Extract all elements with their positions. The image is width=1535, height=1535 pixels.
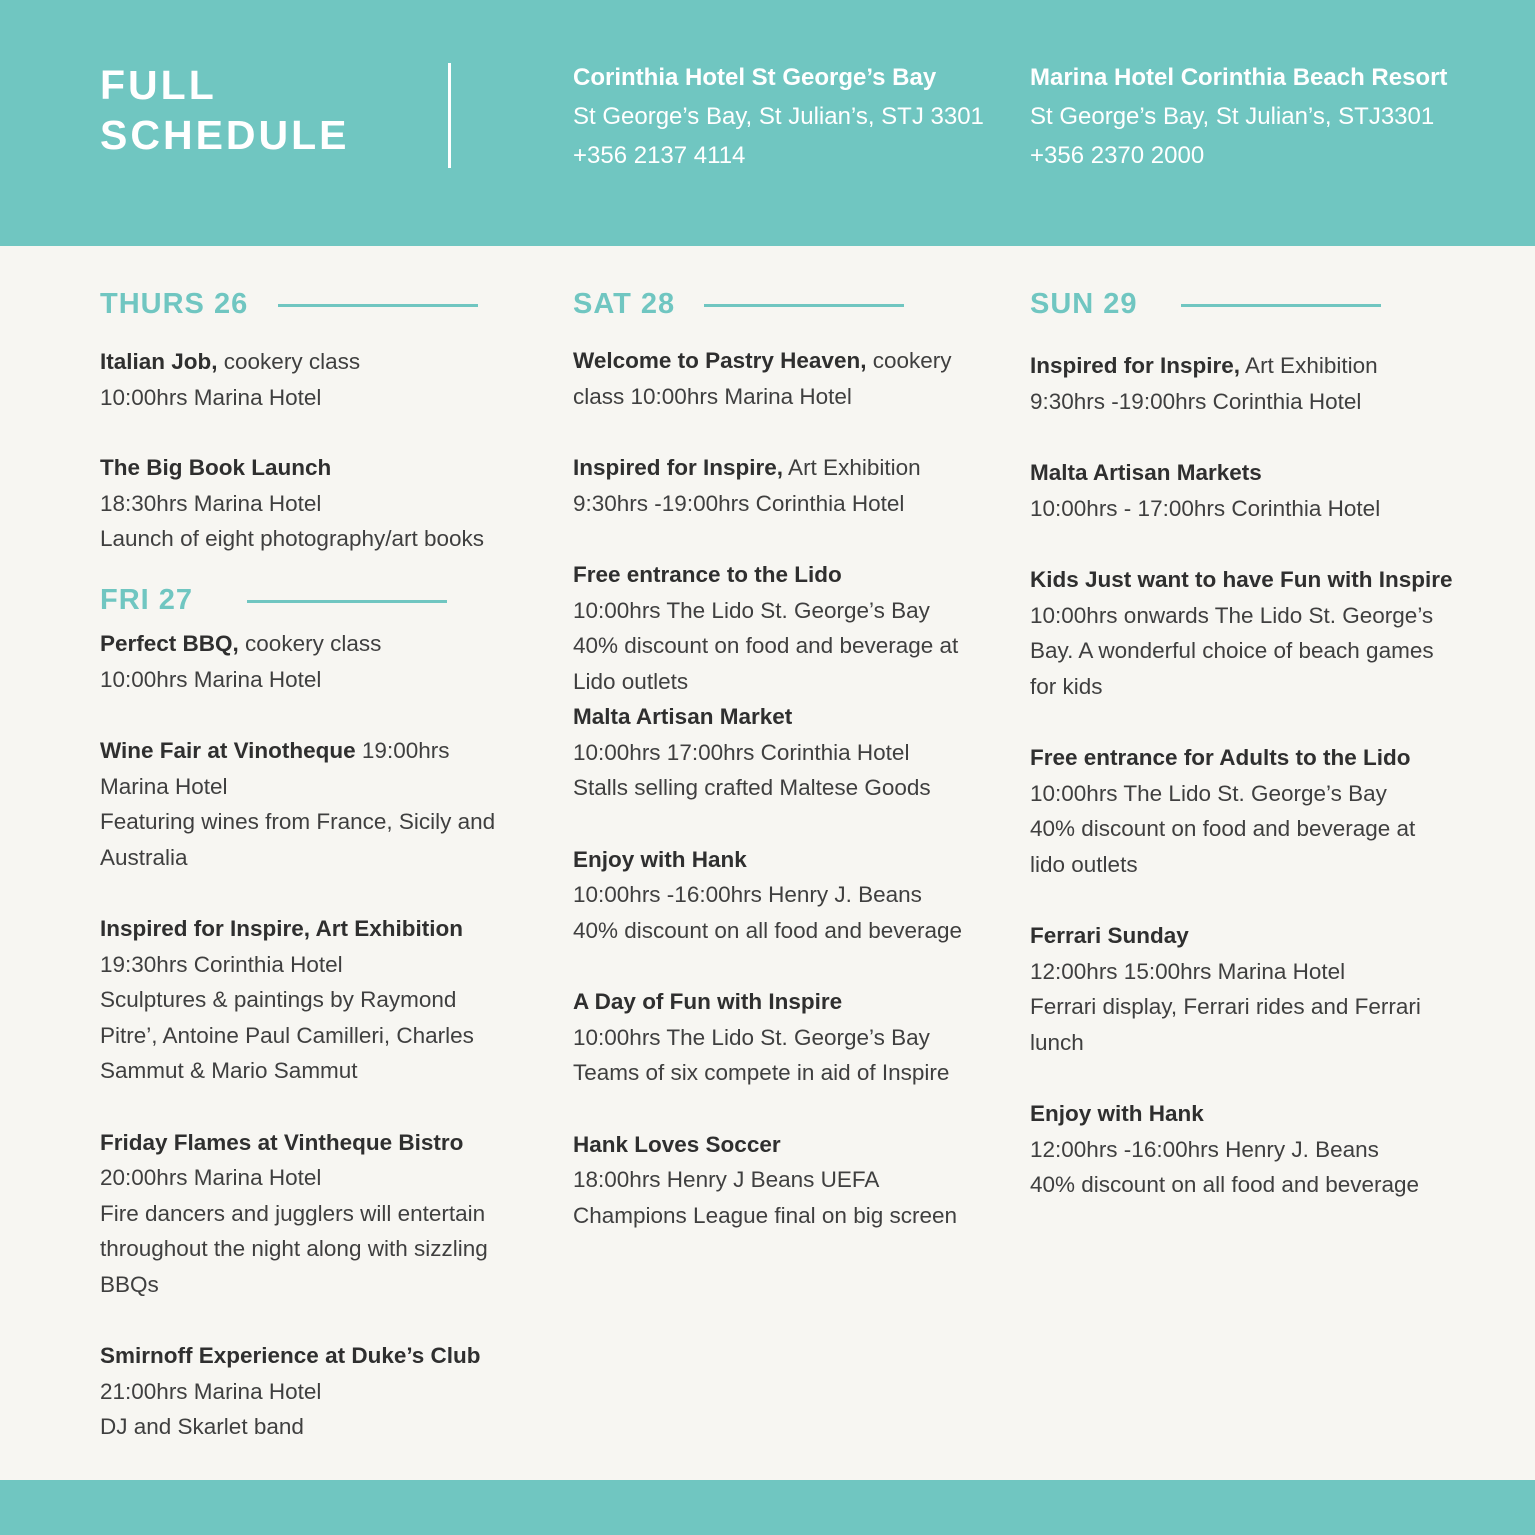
event-detail: Marina Hotel: [100, 773, 228, 799]
event-title: Enjoy with Hank: [573, 846, 747, 872]
venue-address: St George’s Bay, St Julian’s, STJ3301: [1030, 103, 1435, 130]
event-wine-fair: [100, 733, 500, 875]
event-title: Italian Job,: [100, 349, 218, 374]
event-title: Hank Loves Soccer: [573, 1131, 781, 1157]
event-detail: 10:00hrs -16:00hrs Henry J. Beans: [573, 882, 922, 907]
event-kids-fun: [1030, 562, 1453, 704]
event-detail: Champions League final on big screen: [573, 1202, 958, 1228]
event-malta-artisan-market: [573, 699, 973, 806]
event-detail: 10:00hrs Marina Hotel: [100, 384, 322, 410]
day-rule: [247, 600, 447, 603]
event-title: Ferrari Sunday: [1030, 923, 1189, 948]
day-column-sat: [573, 284, 973, 1233]
event-title: Perfect BBQ,: [100, 631, 239, 656]
event-detail: 40% discount on food and beverage at: [573, 633, 959, 658]
event-enjoy-with-hank: [573, 842, 973, 949]
event-title: Enjoy with Hank: [1030, 1101, 1204, 1126]
event-detail: Bay. A wonderful choice of beach games: [1030, 638, 1434, 663]
event-day-of-fun: [573, 984, 973, 1091]
page-title-line1: FULL: [100, 62, 217, 108]
event-malta-artisan-markets: [1030, 455, 1450, 526]
event-subtitle: cookery class: [217, 349, 361, 374]
event-detail: 10:00hrs The Lido St. George’s Bay: [573, 1024, 930, 1050]
header-divider: [448, 63, 451, 168]
day-column-fri: [100, 580, 500, 1445]
day-title: SUN 29: [1030, 288, 1138, 320]
event-subtitle: cookery: [866, 348, 952, 373]
event-detail: 12:00hrs 15:00hrs Marina Hotel: [1030, 958, 1346, 984]
event-title: Inspired for Inspire,: [1030, 353, 1241, 378]
footer-band: [0, 1480, 1535, 1535]
event-inspired-for-inspire: [573, 450, 973, 521]
event-detail: Pitre’, Antoine Paul Camilleri, Charles: [100, 1022, 474, 1048]
day-rule: [278, 304, 478, 307]
event-detail: 40% discount on all food and beverage: [1030, 1172, 1420, 1197]
day-column-thurs: [100, 284, 500, 557]
venue-name: Corinthia Hotel St George’s Bay: [573, 64, 937, 91]
event-detail: 10:00hrs 17:00hrs Corinthia Hotel: [573, 739, 910, 765]
event-detail: 12:00hrs -16:00hrs Henry J. Beans: [1030, 1136, 1379, 1162]
venue-address: St George’s Bay, St Julian’s, STJ 3301: [573, 103, 984, 130]
event-smirnoff-experience: [100, 1338, 500, 1445]
event-detail: 21:00hrs Marina Hotel: [100, 1378, 322, 1404]
event-detail: BBQs: [100, 1271, 159, 1297]
event-subtitle: 19:00hrs: [355, 738, 450, 763]
page-title-line2: SCHEDULE: [100, 112, 350, 158]
venue-marina: [1030, 58, 1447, 175]
event-title: Friday Flames at Vintheque Bistro: [100, 1129, 464, 1155]
page-title: [100, 60, 350, 160]
venue-name: Marina Hotel Corinthia Beach Resort: [1030, 64, 1448, 91]
event-detail: Teams of six compete in aid of Inspire: [573, 1060, 950, 1085]
day-heading: [100, 580, 500, 620]
event-detail: DJ and Skarlet band: [100, 1414, 304, 1439]
event-detail: 18:30hrs Marina Hotel: [100, 490, 322, 516]
event-big-book-launch: [100, 450, 500, 557]
event-detail: 10:00hrs The Lido St. George’s Bay: [573, 597, 930, 623]
day-column-sun: [1030, 284, 1453, 1203]
event-enjoy-with-hank: [1030, 1096, 1450, 1203]
event-title: Inspired for Inspire,: [573, 455, 784, 480]
event-title: Smirnoff Experience at Duke’s Club: [100, 1343, 481, 1368]
venue-phone: +356 2370 2000: [1030, 142, 1205, 169]
event-subtitle: cookery class: [238, 631, 382, 656]
event-title: Kids Just want to have Fun with Inspire: [1030, 567, 1453, 592]
day-heading: [1030, 284, 1450, 324]
event-title: Malta Artisan Market: [573, 704, 793, 729]
event-title: The Big Book Launch: [100, 455, 332, 480]
day-heading: [573, 284, 973, 324]
event-detail: Sammut & Mario Sammut: [100, 1058, 358, 1083]
event-detail: Australia: [100, 844, 188, 870]
event-title: Free entrance for Adults to the Lido: [1030, 745, 1411, 770]
event-detail: Launch of eight photography/art books: [100, 526, 485, 551]
event-hank-loves-soccer: [573, 1127, 973, 1234]
event-detail: for kids: [1030, 673, 1103, 699]
event-ferrari-sunday: [1030, 918, 1450, 1060]
event-title: Wine Fair at Vinotheque: [100, 738, 356, 763]
event-detail: 10:00hrs - 17:00hrs Corinthia Hotel: [1030, 495, 1381, 521]
event-free-entrance-adults: [1030, 740, 1450, 882]
day-title: FRI 27: [100, 584, 194, 616]
venue-phone: +356 2137 4114: [573, 142, 746, 169]
event-title: Malta Artisan Markets: [1030, 460, 1262, 485]
header-banner: [0, 0, 1535, 246]
event-detail: Featuring wines from France, Sicily and: [100, 809, 496, 834]
event-inspired-for-inspire: [1030, 348, 1450, 419]
event-detail: 20:00hrs Marina Hotel: [100, 1165, 322, 1190]
event-subtitle: Art Exhibition: [1240, 353, 1378, 378]
event-detail: 9:30hrs -19:00hrs Corinthia Hotel: [1030, 388, 1362, 414]
event-pastry-heaven: [573, 343, 973, 414]
event-detail: 40% discount on food and beverage at: [1030, 816, 1416, 841]
event-friday-flames: [100, 1125, 500, 1303]
event-detail: 18:00hrs Henry J Beans UEFA: [573, 1167, 880, 1192]
event-detail: class 10:00hrs Marina Hotel: [573, 383, 852, 409]
event-detail: Fire dancers and jugglers will entertain: [100, 1200, 486, 1226]
event-detail: Lido outlets: [573, 668, 689, 694]
day-rule: [704, 304, 904, 307]
event-detail: Ferrari display, Ferrari rides and Ferrari: [1030, 994, 1421, 1019]
day-title: SAT 28: [573, 288, 676, 320]
event-subtitle: Art Exhibition: [783, 455, 921, 480]
day-title: THURS 26: [100, 288, 249, 320]
event-detail: Sculptures & paintings by Raymond: [100, 987, 457, 1012]
day-rule: [1181, 304, 1381, 307]
event-detail: 10:00hrs onwards The Lido St. George’s: [1030, 602, 1434, 628]
event-detail: 10:00hrs The Lido St. George’s Bay: [1030, 780, 1387, 806]
event-detail: lido outlets: [1030, 851, 1138, 877]
event-detail: 10:00hrs Marina Hotel: [100, 666, 322, 692]
event-italian-job: [100, 344, 500, 415]
event-title: Free entrance to the Lido: [573, 562, 842, 587]
event-detail: lunch: [1030, 1029, 1084, 1055]
event-title: Welcome to Pastry Heaven,: [573, 348, 867, 373]
event-free-entrance-lido: [573, 557, 973, 699]
event-perfect-bbq: [100, 626, 500, 697]
event-detail: 19:30hrs Corinthia Hotel: [100, 951, 343, 977]
event-detail: 9:30hrs -19:00hrs Corinthia Hotel: [573, 490, 905, 516]
day-heading: [100, 284, 500, 324]
event-detail: throughout the night along with sizzling: [100, 1236, 488, 1261]
venue-corinthia: [573, 58, 984, 175]
event-title: Inspired for Inspire, Art Exhibition: [100, 916, 463, 941]
event-title: A Day of Fun with Inspire: [573, 989, 843, 1014]
event-inspired-for-inspire: [100, 911, 500, 1089]
event-detail: 40% discount on all food and beverage: [573, 917, 963, 943]
event-detail: Stalls selling crafted Maltese Goods: [573, 775, 931, 800]
